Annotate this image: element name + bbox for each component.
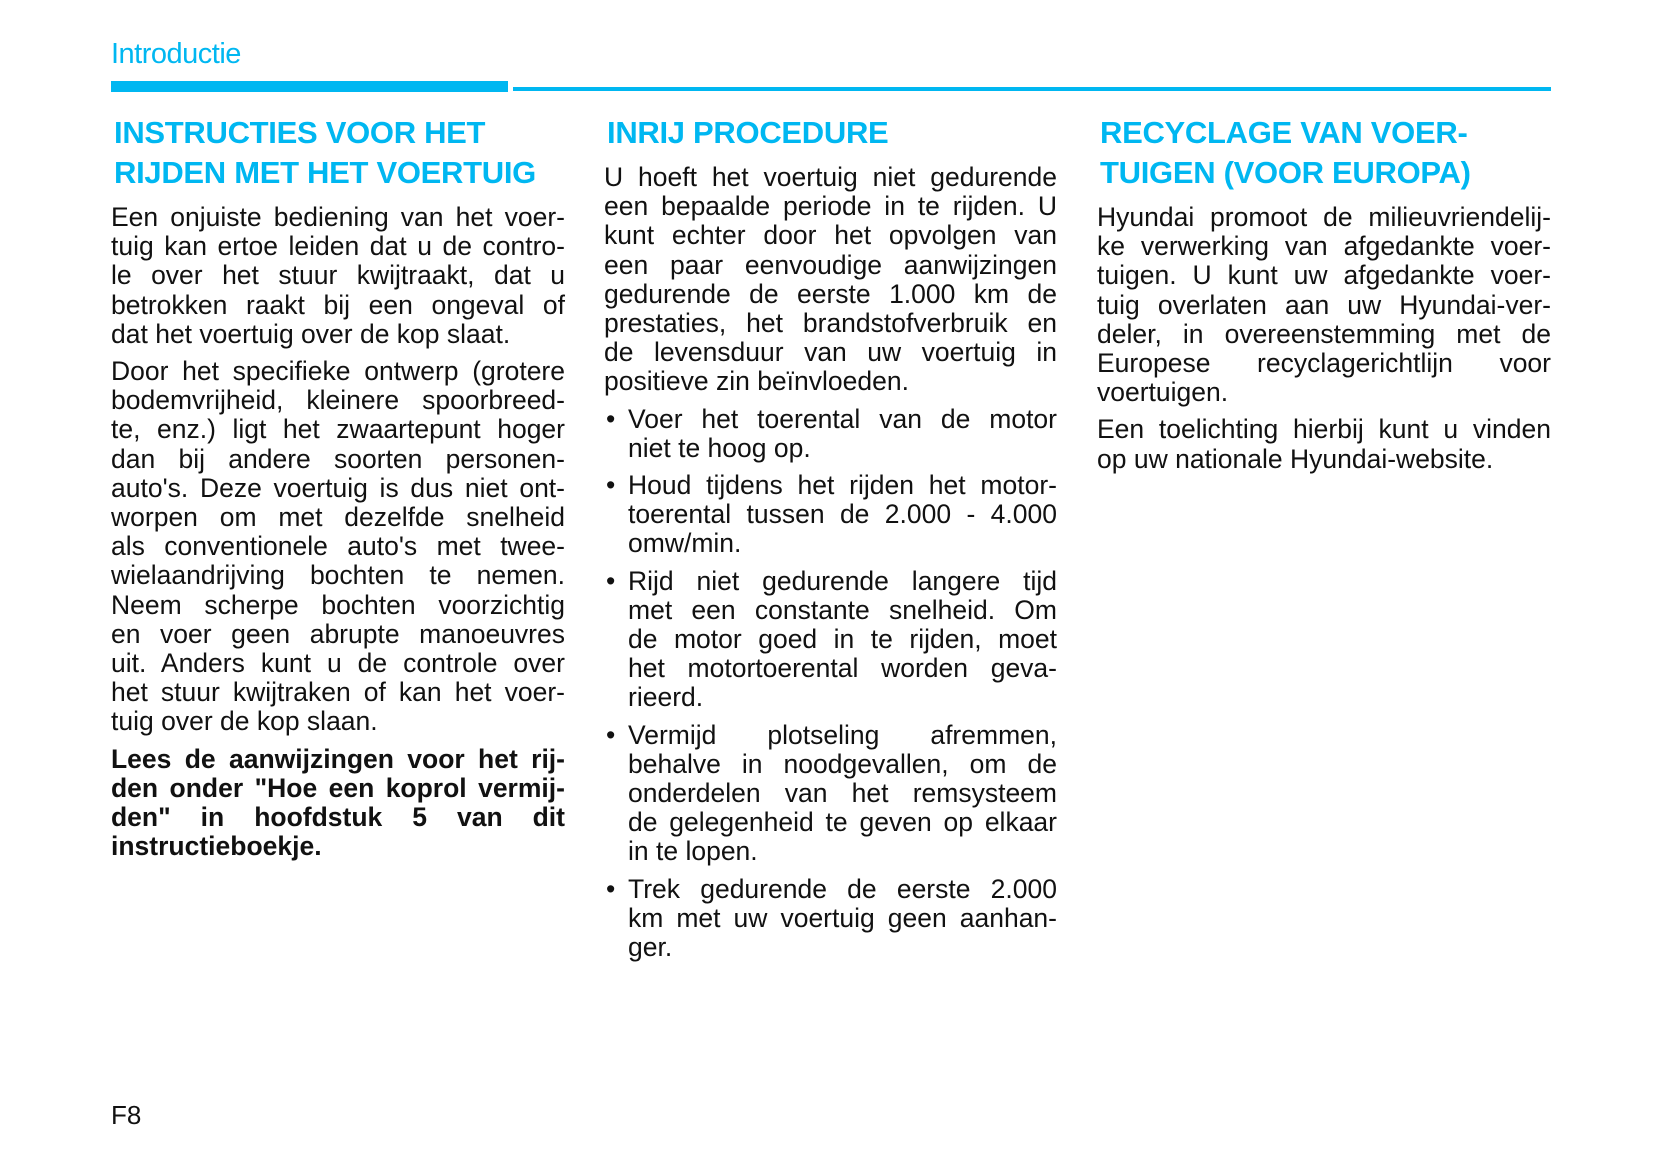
bullet-item (604, 405, 1057, 463)
section-label: Introductie (111, 38, 241, 70)
text-line: Voer het toerental van de motor (628, 403, 1057, 434)
section-heading (1100, 113, 1551, 193)
text-line: Hyundai promoot de milieuvriendelij- (1097, 202, 1551, 232)
paragraph (1097, 203, 1551, 407)
text-line: Trek gedurende de eerste 2.000 (628, 873, 1057, 904)
text-line: niet te hoog op. (628, 432, 811, 463)
text-line: Neem scherpe bochten voorzichtig (111, 589, 565, 620)
text-line: in te lopen. (628, 836, 758, 867)
text-line: rieerd. (628, 682, 704, 713)
text-line: worpen om met dezelfde snelheid (111, 502, 565, 533)
paragraph (604, 163, 1057, 397)
heading-line: RIJDEN MET HET VOERTUIG (114, 155, 536, 190)
text-line: instructieboekje. (111, 831, 322, 862)
text-line: Door het specifieke ontwerp (grotere (111, 356, 565, 387)
text-line: de gelegenheid te geven op elkaar (628, 807, 1057, 838)
text-line: een bepaalde periode in te rijden. U (604, 191, 1057, 222)
bullet-icon: • (606, 565, 616, 596)
text-line: tuig kan ertoe leiden dat u de contro- (111, 231, 565, 262)
text-line: en voer geen abrupte manoeuvres (111, 618, 565, 649)
heading-line: RECYCLAGE VAN VOER- (1100, 115, 1468, 150)
text-line: auto's. Deze voertuig is dus niet ont- (111, 472, 565, 503)
text-line: het stuur kwijtraken of kan het voer- (111, 677, 565, 708)
text-line: den" in hoofdstuk 5 van dit (111, 802, 565, 833)
section-heading (607, 113, 1057, 153)
text-line: deler, in overeenstemming met de (1097, 318, 1551, 349)
bullet-item (604, 567, 1057, 713)
section-heading (114, 113, 565, 193)
header-rule (513, 87, 1551, 91)
text-line: km met uw voertuig geen aanhan- (628, 902, 1057, 933)
text-line: met een constante snelheid. Om (628, 594, 1057, 625)
text-line: Een toelichting hierbij kunt u vinden (1097, 414, 1551, 445)
column-vehicle-recycling (1097, 113, 1551, 474)
text-line: U hoeft het voertuig niet gedurende (604, 162, 1057, 192)
column-break-in-procedure (604, 113, 1057, 962)
text-line: onderdelen van het remsysteem (628, 778, 1057, 809)
text-line: le over het stuur kwijtraakt, dat u (111, 260, 565, 291)
text-line: prestaties, het brandstofverbruik en (604, 308, 1057, 339)
text-line: ke verwerking van afgedankte voer- (1097, 231, 1551, 262)
text-line: bodemvrijheid, kleinere spoorbreed- (111, 385, 565, 416)
text-line: op uw nationale Hyundai-website. (1097, 443, 1494, 474)
text-line: den onder "Hoe een koprol vermij- (111, 772, 565, 803)
text-line: Lees de aanwijzingen voor het rij- (111, 743, 565, 774)
bullet-icon: • (606, 403, 616, 434)
text-line: uit. Anders kunt u de controle over (111, 648, 565, 679)
warning-note (111, 745, 565, 862)
text-line: Rijd niet gedurende langere tijd (628, 565, 1057, 596)
paragraph (1097, 415, 1551, 473)
text-line: Een onjuiste bediening van het voer- (111, 202, 565, 232)
text-line: positieve zin beïnvloeden. (604, 366, 909, 397)
paragraph (111, 357, 565, 737)
heading-line: INSTRUCTIES VOOR HET (114, 115, 486, 150)
bullet-item (604, 721, 1057, 867)
bullet-icon: • (606, 470, 616, 501)
paragraph (111, 203, 565, 349)
text-line: de levensduur van uw voertuig in (604, 337, 1057, 368)
text-line: de motor goed in te rijden, moet (628, 624, 1057, 655)
text-line: dat het voertuig over de kop slaat. (111, 318, 511, 349)
column-driving-instructions (111, 113, 565, 861)
text-line: tuigen. U kunt uw afgedankte voer- (1097, 260, 1551, 291)
bullet-icon: • (606, 873, 616, 904)
bullet-item (604, 875, 1057, 963)
text-line: Houd tijdens het rijden het motor- (628, 470, 1057, 501)
text-line: toerental tussen de 2.000 - 4.000 (628, 499, 1057, 530)
text-line: tuig overlaten aan uw Hyundai-ver- (1097, 289, 1551, 320)
heading-line: INRIJ PROCEDURE (607, 115, 889, 150)
text-line: voertuigen. (1097, 377, 1229, 408)
bullet-item (604, 471, 1057, 559)
bullet-icon: • (606, 719, 616, 750)
text-line: te, enz.) ligt het zwaartepunt hoger (111, 414, 565, 445)
header-bar-thick (111, 81, 508, 92)
text-line: het motortoerental worden geva- (628, 653, 1057, 684)
text-line: wielaandrijving bochten te nemen. (111, 560, 565, 591)
text-line: als conventionele auto's met twee- (111, 531, 565, 562)
text-line: gedurende de eerste 1.000 km de (604, 278, 1057, 309)
text-line: betrokken raakt bij een ongeval of (111, 289, 565, 320)
text-line: omw/min. (628, 528, 742, 559)
text-line: Vermijd plotseling afremmen, (628, 719, 1057, 750)
text-line: behalve in noodgevallen, om de (628, 748, 1057, 779)
text-line: een paar eenvoudige aanwijzingen (604, 249, 1057, 280)
text-line: ger. (628, 932, 673, 963)
heading-line: TUIGEN (VOOR EUROPA) (1100, 155, 1471, 190)
text-line: dan bij andere soorten personen- (111, 443, 565, 474)
page-number: F8 (111, 1100, 142, 1130)
text-line: kunt echter door het opvolgen van (604, 220, 1057, 251)
text-line: tuig over de kop slaan. (111, 706, 378, 737)
text-line: Europese recyclagerichtlijn voor (1097, 348, 1551, 379)
